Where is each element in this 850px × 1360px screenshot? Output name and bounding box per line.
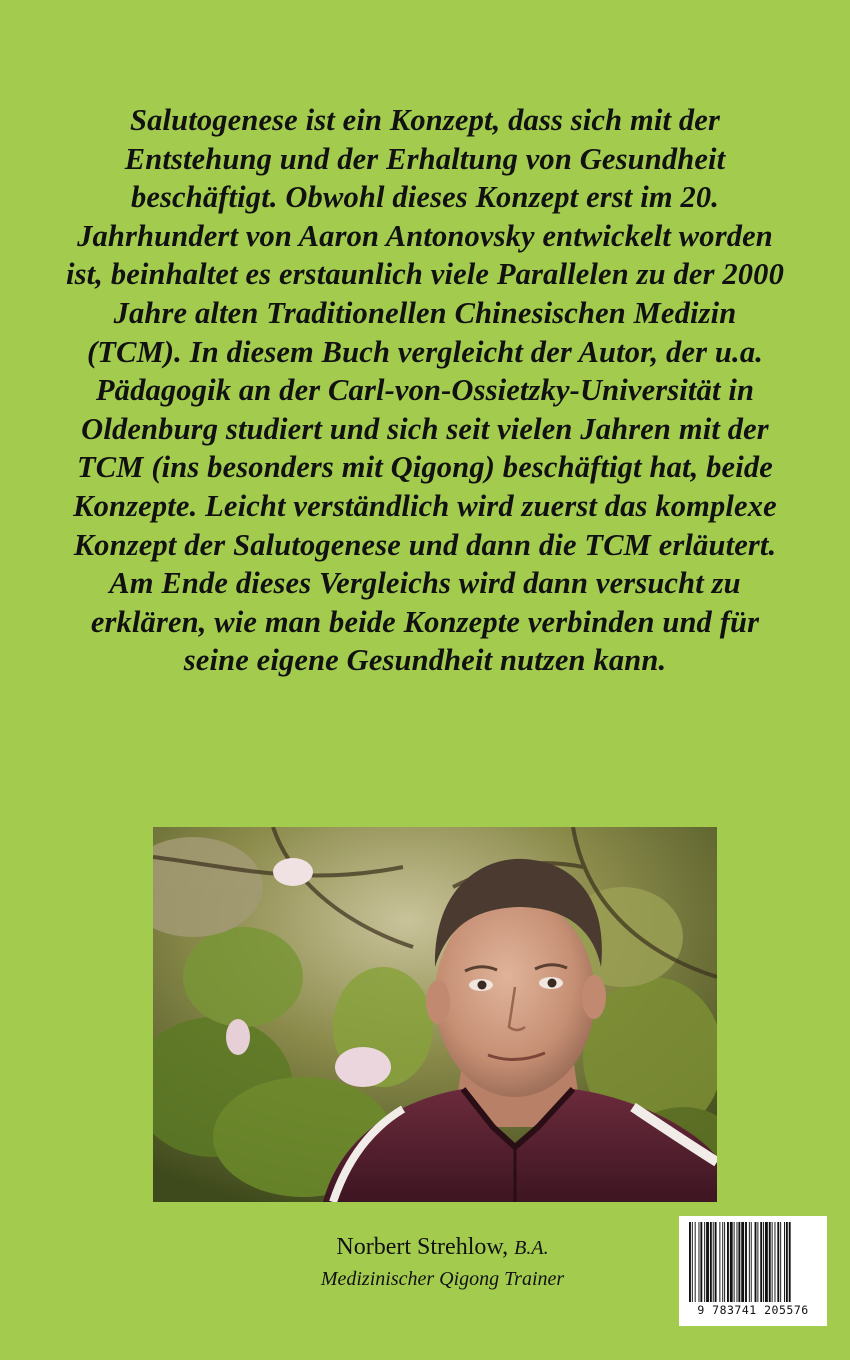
blurb-line-7: (TCM). In diesem Buch vergleicht der Autor, der u.a. [87, 334, 763, 369]
barcode-bar [745, 1222, 747, 1302]
blurb-line-5: ist, beinhaltet es erstaunlich viele Parallelen zu der 2000 [66, 257, 784, 292]
barcode-bar [784, 1222, 785, 1302]
author-photo [153, 827, 717, 1202]
barcode-bar [704, 1222, 705, 1302]
barcode-bar [741, 1222, 744, 1302]
barcode-bar [749, 1222, 750, 1302]
barcode-bar [727, 1222, 729, 1302]
barcode-bar [695, 1222, 696, 1302]
barcode-bar [769, 1222, 771, 1302]
barcode-bar [689, 1222, 691, 1302]
blurb-line-12: Konzept der Salutogenese und dann die TCM erläutert. [73, 527, 777, 562]
barcode-bar [713, 1222, 714, 1302]
blurb-line-11: Konzepte. Leicht verständlich wird zuerst das komplexe [73, 488, 777, 523]
barcode-bar [775, 1222, 776, 1302]
barcode-bars [687, 1222, 819, 1302]
blurb-line-6: Jahre alten Traditionellen Chinesischen Medizin [113, 295, 737, 330]
isbn-digits: 9 783741 205576 [697, 1303, 809, 1317]
isbn-barcode [679, 1216, 827, 1326]
barcode-bar [772, 1222, 773, 1302]
barcode-bar [737, 1222, 738, 1302]
blurb-line-3: beschäftigt. Obwohl dieses Konzept erst im 20. [130, 180, 720, 215]
blurb-line-13: Am Ende dieses Vergleichs wird dann versucht zu [109, 566, 741, 601]
barcode-bar [715, 1222, 717, 1302]
blurb-line-14: erklären, wie man beide Konzepte verbinden und für [90, 604, 760, 639]
barcode-bar [700, 1222, 702, 1302]
blurb-text [22, 101, 828, 680]
barcode-bar [710, 1222, 712, 1302]
blurb-line-15: seine eigene Gesundheit nutzen kann. [183, 643, 667, 678]
blurb-line-4: Jahrhundert von Aaron Antonovsky entwickelt worden [77, 218, 773, 253]
barcode-bar [724, 1222, 725, 1302]
blurb-line-10: TCM (ins besonders mit Qigong) beschäftigt hat, beide [77, 450, 773, 485]
barcode-bar [699, 1222, 700, 1302]
barcode-bar [780, 1222, 781, 1302]
barcode-bar [763, 1222, 764, 1302]
blurb-line-9: Oldenburg studiert und sich seit vielen Jahren mit der [81, 411, 769, 446]
blurb-line-8: Pädagogik an der Carl-von-Ossietzky-Universität in [95, 373, 755, 408]
barcode-bar [738, 1222, 740, 1302]
barcode-bar [765, 1222, 768, 1302]
barcode-bar [706, 1222, 709, 1302]
barcode-bar [730, 1222, 733, 1302]
barcode-bar [757, 1222, 758, 1302]
blurb-line-2: Entstehung und der Erhaltung von Gesundheit [124, 141, 726, 176]
barcode-bar [722, 1222, 723, 1302]
barcode-bar [777, 1222, 779, 1302]
author-degree: B.A. [514, 1237, 549, 1259]
author-role: Medizinischer Qigong Trainer [320, 1268, 565, 1290]
barcode-bar [734, 1222, 735, 1302]
barcode-bar [760, 1222, 762, 1302]
barcode-bar [786, 1222, 788, 1302]
blurb-line-1: Salutogenese ist ein Konzept, dass sich mit der [129, 103, 720, 137]
barcode-bar [755, 1222, 757, 1302]
barcode-bar [789, 1222, 791, 1302]
barcode-bar [751, 1222, 752, 1302]
barcode-bar [719, 1222, 720, 1302]
barcode-bar [692, 1222, 693, 1302]
author-name-text: Norbert Strehlow, [336, 1234, 509, 1260]
